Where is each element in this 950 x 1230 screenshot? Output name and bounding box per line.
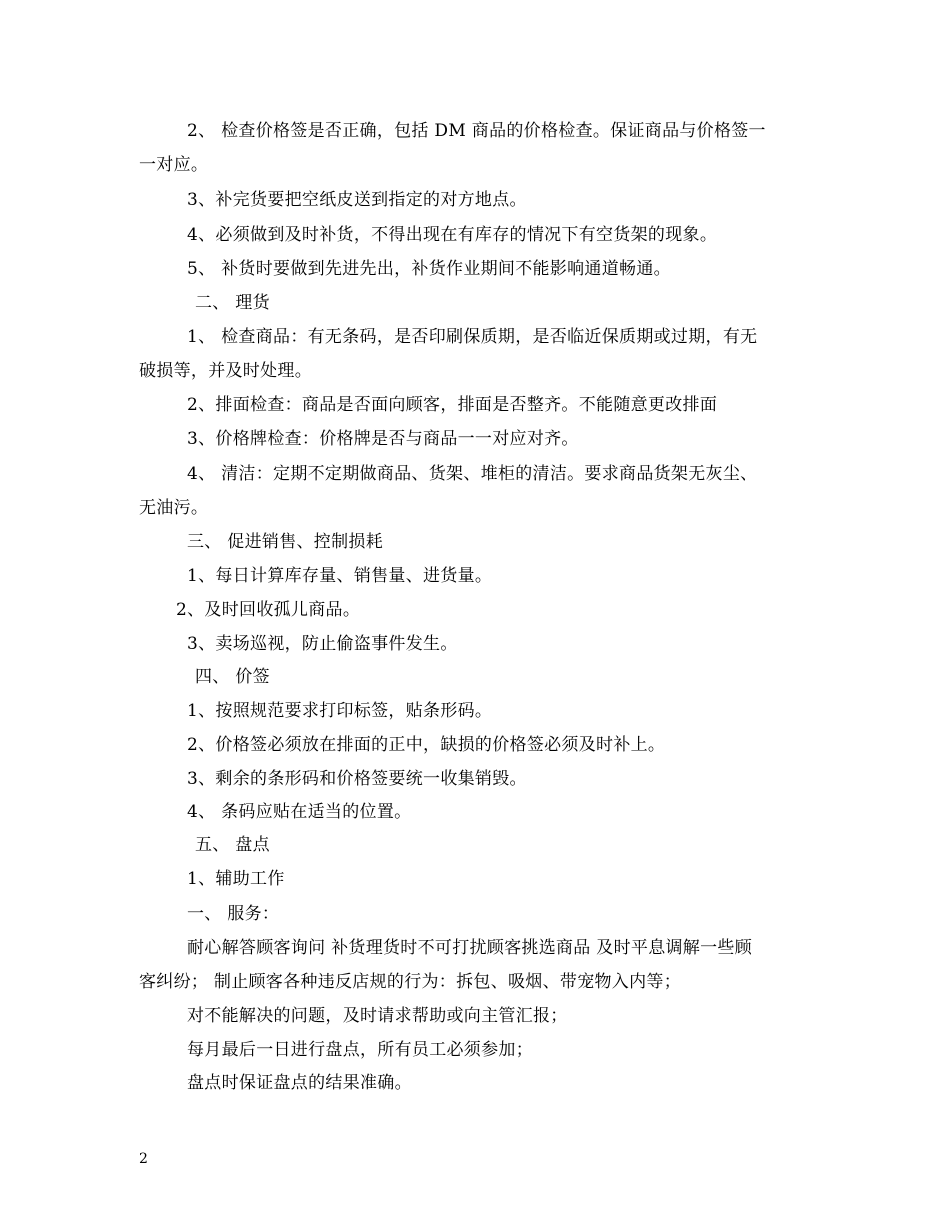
section-heading: 四、 价签 bbox=[195, 667, 270, 687]
text-line: 3、剩余的条形码和价格签要统一收集销毁。 bbox=[187, 769, 527, 789]
text-line: 3、补完货要把空纸皮送到指定的对方地点。 bbox=[187, 190, 527, 210]
page-number: 2 bbox=[139, 1151, 148, 1167]
section-heading: 二、 理货 bbox=[195, 293, 270, 313]
text-line: 每月最后一日进行盘点，所有员工必须参加； bbox=[187, 1040, 533, 1060]
text-line: 盘点时保证盘点的结果准确。 bbox=[187, 1073, 412, 1093]
text-line: 5、 补货时要做到先进先出，补货作业期间不能影响通道畅通。 bbox=[187, 259, 671, 279]
text-line: 4、 清洁：定期不定期做商品、货架、堆柜的清洁。要求商品货架无灰尘、 bbox=[187, 464, 758, 484]
text-line: 1、每日计算库存量、销售量、进货量。 bbox=[187, 566, 493, 586]
text-line: 1、辅助工作 bbox=[187, 869, 285, 889]
text-line: 4、 条码应贴在适当的位置。 bbox=[187, 802, 412, 822]
text-line: 1、按照规范要求打印标签，贴条形码。 bbox=[187, 701, 493, 721]
text-line: 2、价格签必须放在排面的正中，缺损的价格签必须及时补上。 bbox=[187, 735, 666, 755]
text-line: 3、价格牌检查：价格牌是否与商品一一对应对齐。 bbox=[187, 429, 579, 449]
text-line: 对不能解决的问题，及时请求帮助或向主管汇报； bbox=[187, 1006, 568, 1026]
text-line: 耐心解答顾客询问 补货理货时不可打扰顾客挑选商品 及时平息调解一些顾 bbox=[187, 938, 753, 958]
section-heading: 一、 服务： bbox=[187, 904, 280, 924]
text-line: 1、 检查商品：有无条码，是否印刷保质期，是否临近保质期或过期，有无 bbox=[187, 327, 758, 347]
text-line: 2、排面检查：商品是否面向顾客，排面是否整齐。不能随意更改排面 bbox=[187, 395, 718, 415]
section-heading: 三、 促进销售、控制损耗 bbox=[187, 532, 384, 552]
text-line: 4、必须做到及时补货，不得出现在有库存的情况下有空货架的现象。 bbox=[187, 225, 718, 245]
text-line: 破损等，并及时处理。 bbox=[139, 361, 312, 381]
text-line: 客纠纷； 制止顾客各种违反店规的行为：拆包、吸烟、带宠物入内等； bbox=[139, 972, 682, 992]
text-line: 2、及时回收孤儿商品。 bbox=[176, 600, 361, 620]
text-line: 3、卖场巡视，防止偷盗事件发生。 bbox=[187, 634, 458, 654]
text-line: 一对应。 bbox=[139, 155, 209, 175]
text-line: 无油污。 bbox=[139, 498, 209, 518]
section-heading: 五、 盘点 bbox=[195, 835, 270, 855]
text-line: 2、 检查价格签是否正确，包括 DM 商品的价格检查。保证商品与价格签一 bbox=[187, 121, 766, 141]
